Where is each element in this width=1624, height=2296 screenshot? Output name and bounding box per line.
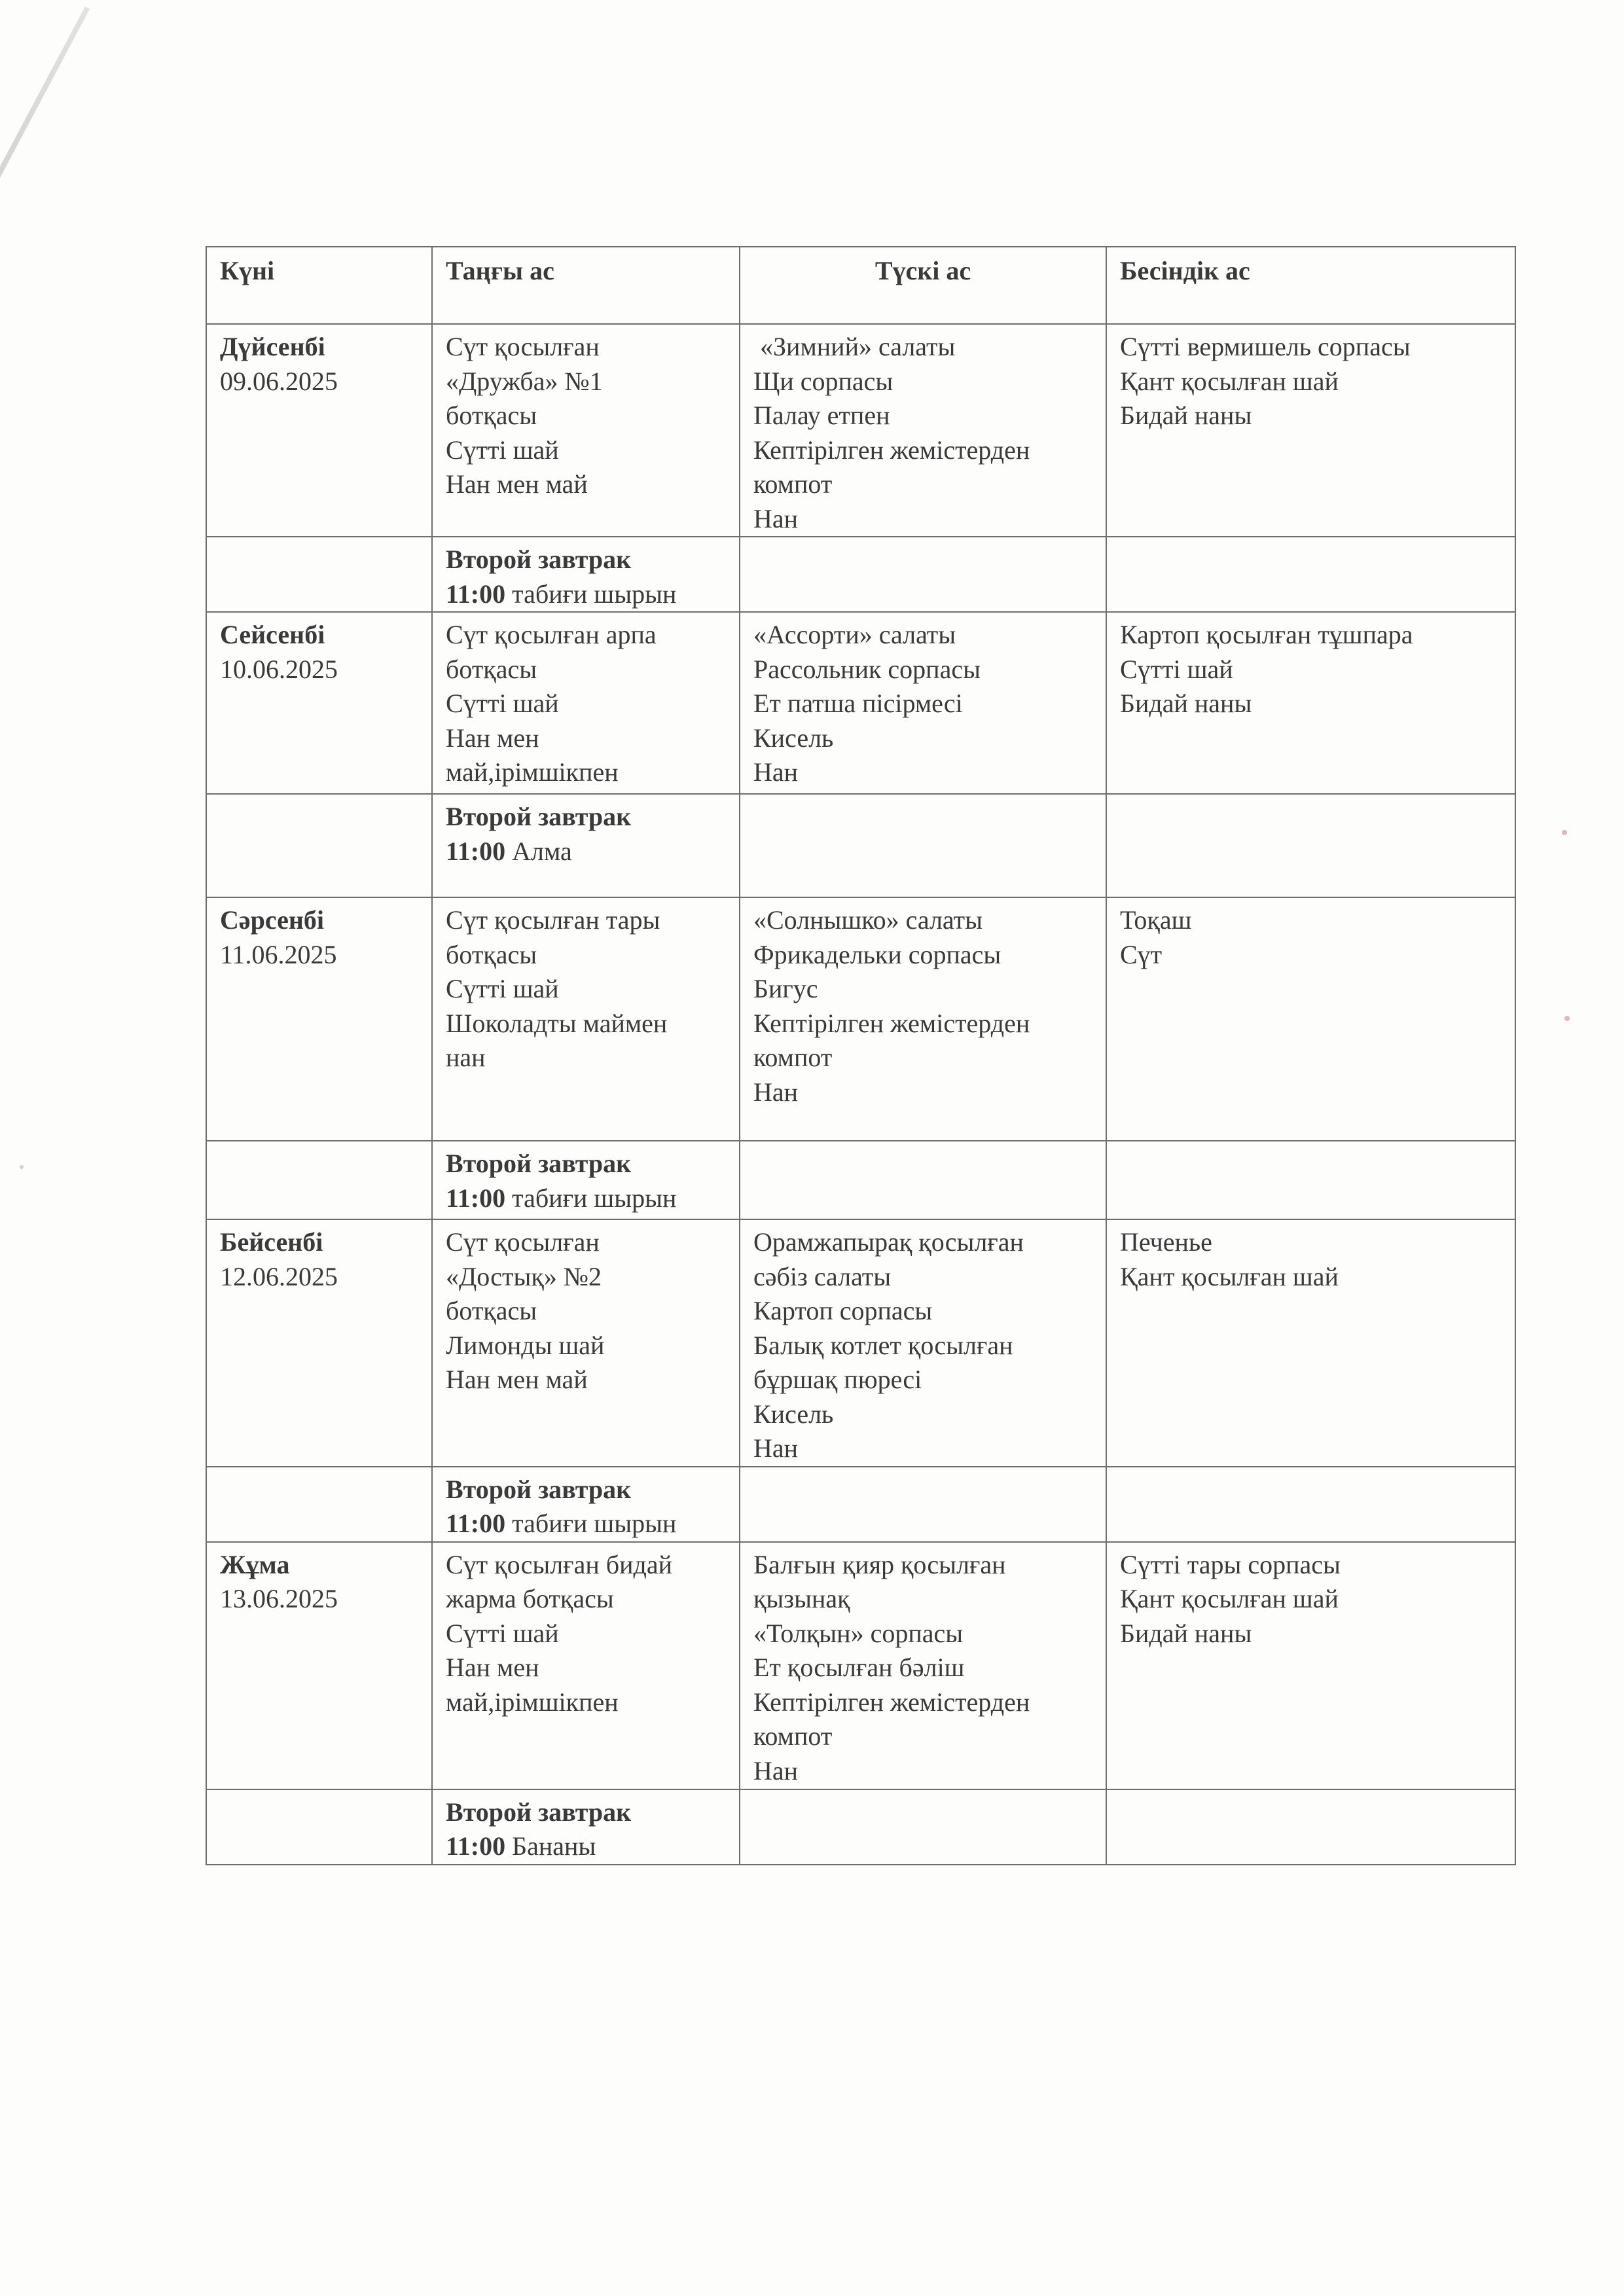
day-row (206, 1542, 1515, 1789)
lunch-item: Ет қосылған бәліш (753, 1653, 965, 1682)
weekly-menu-table (206, 246, 1516, 1865)
snack-cell (1106, 897, 1515, 1141)
second-breakfast-time: 11:00 (446, 1509, 506, 1538)
lunch-item: Кисель (753, 1399, 834, 1429)
lunch-item: Рассольник сорпасы (753, 654, 981, 684)
day-date: 12.06.2025 (220, 1261, 338, 1291)
breakfast-item: май,ірімшікпен (446, 1687, 619, 1717)
lunch-item: Нан (753, 1755, 799, 1785)
snack-item: Қант қосылған шай (1120, 366, 1339, 396)
day-cell (206, 897, 432, 1141)
lunch-item: Фрикадельки сорпасы (753, 939, 1001, 969)
second-breakfast-cell (432, 1467, 740, 1542)
breakfast-item: Нан мен (446, 723, 539, 753)
second-breakfast-time: 11:00 (446, 836, 506, 866)
snack-item: Сүт (1120, 939, 1163, 969)
breakfast-item: Сүтті шай (446, 435, 559, 465)
empty-cell (1106, 794, 1515, 897)
lunch-item: Щи сорпасы (753, 366, 893, 396)
day-cell (206, 1542, 432, 1789)
second-breakfast-cell (432, 1789, 740, 1865)
lunch-item: қызынақ (753, 1584, 850, 1613)
second-breakfast-line (446, 1181, 726, 1216)
empty-cell (206, 1467, 432, 1542)
breakfast-item: Сүт қосылған тары (446, 905, 660, 935)
day-name: Дүйсенбі (220, 332, 325, 361)
second-breakfast-label: Второй завтрак (446, 1797, 632, 1827)
breakfast-item: Лимонды шай (446, 1330, 605, 1360)
snack-item: Тоқаш (1120, 905, 1192, 935)
day-name: Бейсенбі (220, 1227, 323, 1257)
empty-cell (1106, 1467, 1515, 1542)
day-date: 11.06.2025 (220, 939, 337, 969)
lunch-cell (740, 612, 1106, 794)
breakfast-item: ботқасы (446, 401, 537, 430)
snack-item: Сүтті шай (1120, 654, 1233, 684)
empty-cell (206, 537, 432, 612)
breakfast-item: Сүт қосылған арпа (446, 620, 657, 649)
breakfast-cell (432, 897, 740, 1141)
snack-item: Бидай наны (1120, 401, 1252, 430)
header-snack: Бесіндік ас (1106, 247, 1515, 324)
lunch-cell (740, 1219, 1106, 1467)
lunch-item: Орамжапырақ қосылған (753, 1227, 1024, 1257)
snack-cell (1106, 324, 1515, 537)
header-breakfast: Таңғы ас (432, 247, 740, 324)
breakfast-item: ботқасы (446, 654, 537, 684)
snack-item: Сүтті тары сорпасы (1120, 1549, 1341, 1579)
second-breakfast-line (446, 577, 726, 612)
lunch-item: Картоп сорпасы (753, 1296, 933, 1325)
lunch-item: Ет патша пісірмесі (753, 689, 963, 718)
snack-item: Печенье (1120, 1227, 1212, 1257)
scan-edge-mark (0, 7, 90, 257)
lunch-item: Балғын қияр қосылған (753, 1549, 1006, 1579)
lunch-item: Кептірілген жемістерден (753, 1008, 1030, 1038)
second-breakfast-label: Второй завтрак (446, 1149, 632, 1178)
breakfast-item: Сүт қосылған (446, 1227, 600, 1257)
lunch-item: Балық котлет қосылған (753, 1330, 1013, 1360)
lunch-item: компот (753, 1721, 833, 1751)
lunch-item: «Толқын» сорпасы (753, 1618, 964, 1648)
lunch-item: Нан (753, 757, 799, 787)
second-breakfast-item: табиғи шырын (512, 579, 677, 609)
second-breakfast-line (446, 1829, 726, 1864)
empty-cell (740, 794, 1106, 897)
second-breakfast-line (446, 1507, 726, 1541)
header-row (206, 247, 1515, 324)
snack-item: Бидай наны (1120, 1618, 1252, 1648)
snack-cell (1106, 612, 1515, 794)
empty-cell (740, 537, 1106, 612)
day-row (206, 1219, 1515, 1467)
breakfast-item: май,ірімшікпен (446, 757, 619, 787)
second-breakfast-item: Бананы (512, 1831, 596, 1861)
empty-cell (1106, 1141, 1515, 1219)
day-cell (206, 612, 432, 794)
second-breakfast-item: табиғи шырын (512, 1183, 677, 1213)
breakfast-item: Шоколадты маймен (446, 1008, 668, 1038)
breakfast-item: «Достық» №2 (446, 1261, 602, 1291)
day-date: 10.06.2025 (220, 654, 338, 684)
second-breakfast-row (206, 537, 1515, 612)
second-breakfast-label: Второй завтрак (446, 545, 632, 574)
day-cell (206, 1219, 432, 1467)
breakfast-item: Сүт қосылған бидай (446, 1549, 673, 1579)
scan-speck (1564, 1016, 1570, 1021)
empty-cell (206, 1789, 432, 1865)
lunch-item: «Зимний» салаты (753, 332, 956, 361)
lunch-cell (740, 324, 1106, 537)
breakfast-cell (432, 612, 740, 794)
snack-item: Қант қосылған шай (1120, 1261, 1339, 1291)
breakfast-item: Сүтті шай (446, 974, 559, 1003)
snack-item: Қант қосылған шай (1120, 1584, 1339, 1613)
lunch-item: Кисель (753, 723, 834, 753)
day-row (206, 324, 1515, 537)
lunch-item: компот (753, 469, 833, 499)
second-breakfast-cell (432, 537, 740, 612)
breakfast-cell (432, 1219, 740, 1467)
day-date: 13.06.2025 (220, 1584, 338, 1613)
lunch-item: Кептірілген жемістерден (753, 435, 1030, 465)
breakfast-item: Нан мен (446, 1653, 539, 1682)
lunch-item: Кептірілген жемістерден (753, 1687, 1030, 1717)
lunch-item: сәбіз салаты (753, 1261, 892, 1291)
lunch-item: Нан (753, 1077, 799, 1107)
lunch-item: «Ассорти» салаты (753, 620, 956, 649)
breakfast-cell (432, 324, 740, 537)
empty-cell (1106, 537, 1515, 612)
scan-speck (1562, 830, 1567, 835)
second-breakfast-cell (432, 1141, 740, 1219)
day-cell (206, 324, 432, 537)
breakfast-item: Нан мен май (446, 1365, 588, 1394)
breakfast-item: «Дружба» №1 (446, 366, 603, 396)
second-breakfast-line (446, 834, 726, 869)
lunch-cell (740, 897, 1106, 1141)
second-breakfast-item: Алма (512, 836, 572, 866)
second-breakfast-time: 11:00 (446, 1831, 506, 1861)
snack-item: Бидай наны (1120, 689, 1252, 718)
day-name: Сәрсенбі (220, 905, 325, 935)
second-breakfast-item: табиғи шырын (512, 1509, 677, 1538)
empty-cell (206, 1141, 432, 1219)
lunch-item: бұршақ пюресі (753, 1365, 922, 1394)
scan-speck (20, 1165, 24, 1169)
breakfast-item: жарма ботқасы (446, 1584, 614, 1613)
empty-cell (1106, 1789, 1515, 1865)
breakfast-item: нан (446, 1043, 486, 1072)
breakfast-item: Сүт қосылған (446, 332, 600, 361)
snack-cell (1106, 1542, 1515, 1789)
breakfast-item: Сүтті шай (446, 1618, 559, 1648)
breakfast-item: Нан мен май (446, 469, 588, 499)
lunch-item: Нан (753, 503, 799, 533)
lunch-item: Бигус (753, 974, 818, 1003)
second-breakfast-label: Второй завтрак (446, 1474, 632, 1504)
breakfast-item: ботқасы (446, 1296, 537, 1325)
day-date: 09.06.2025 (220, 366, 338, 396)
second-breakfast-label: Второй завтрак (446, 802, 632, 831)
snack-item: Сүтті вермишель сорпасы (1120, 332, 1411, 361)
lunch-item: компот (753, 1043, 833, 1072)
empty-cell (740, 1141, 1106, 1219)
second-breakfast-time: 11:00 (446, 1183, 506, 1213)
second-breakfast-row (206, 1467, 1515, 1542)
header-day: Күні (206, 247, 432, 324)
second-breakfast-time: 11:00 (446, 579, 506, 609)
second-breakfast-cell (432, 794, 740, 897)
breakfast-item: ботқасы (446, 939, 537, 969)
snack-item: Картоп қосылған тұшпара (1120, 620, 1413, 649)
header-lunch: Түскі ас (740, 247, 1106, 324)
second-breakfast-row (206, 1789, 1515, 1865)
breakfast-item: Сүтті шай (446, 689, 559, 718)
day-row (206, 897, 1515, 1141)
snack-cell (1106, 1219, 1515, 1467)
second-breakfast-row (206, 794, 1515, 897)
day-row (206, 612, 1515, 794)
empty-cell (740, 1467, 1106, 1542)
lunch-item: «Солнышко» салаты (753, 905, 983, 935)
day-name: Сейсенбі (220, 620, 325, 649)
second-breakfast-row (206, 1141, 1515, 1219)
lunch-cell (740, 1542, 1106, 1789)
day-name: Жұма (220, 1549, 290, 1579)
breakfast-cell (432, 1542, 740, 1789)
empty-cell (206, 794, 432, 897)
lunch-item: Нан (753, 1433, 799, 1463)
lunch-item: Палау етпен (753, 401, 890, 430)
empty-cell (740, 1789, 1106, 1865)
